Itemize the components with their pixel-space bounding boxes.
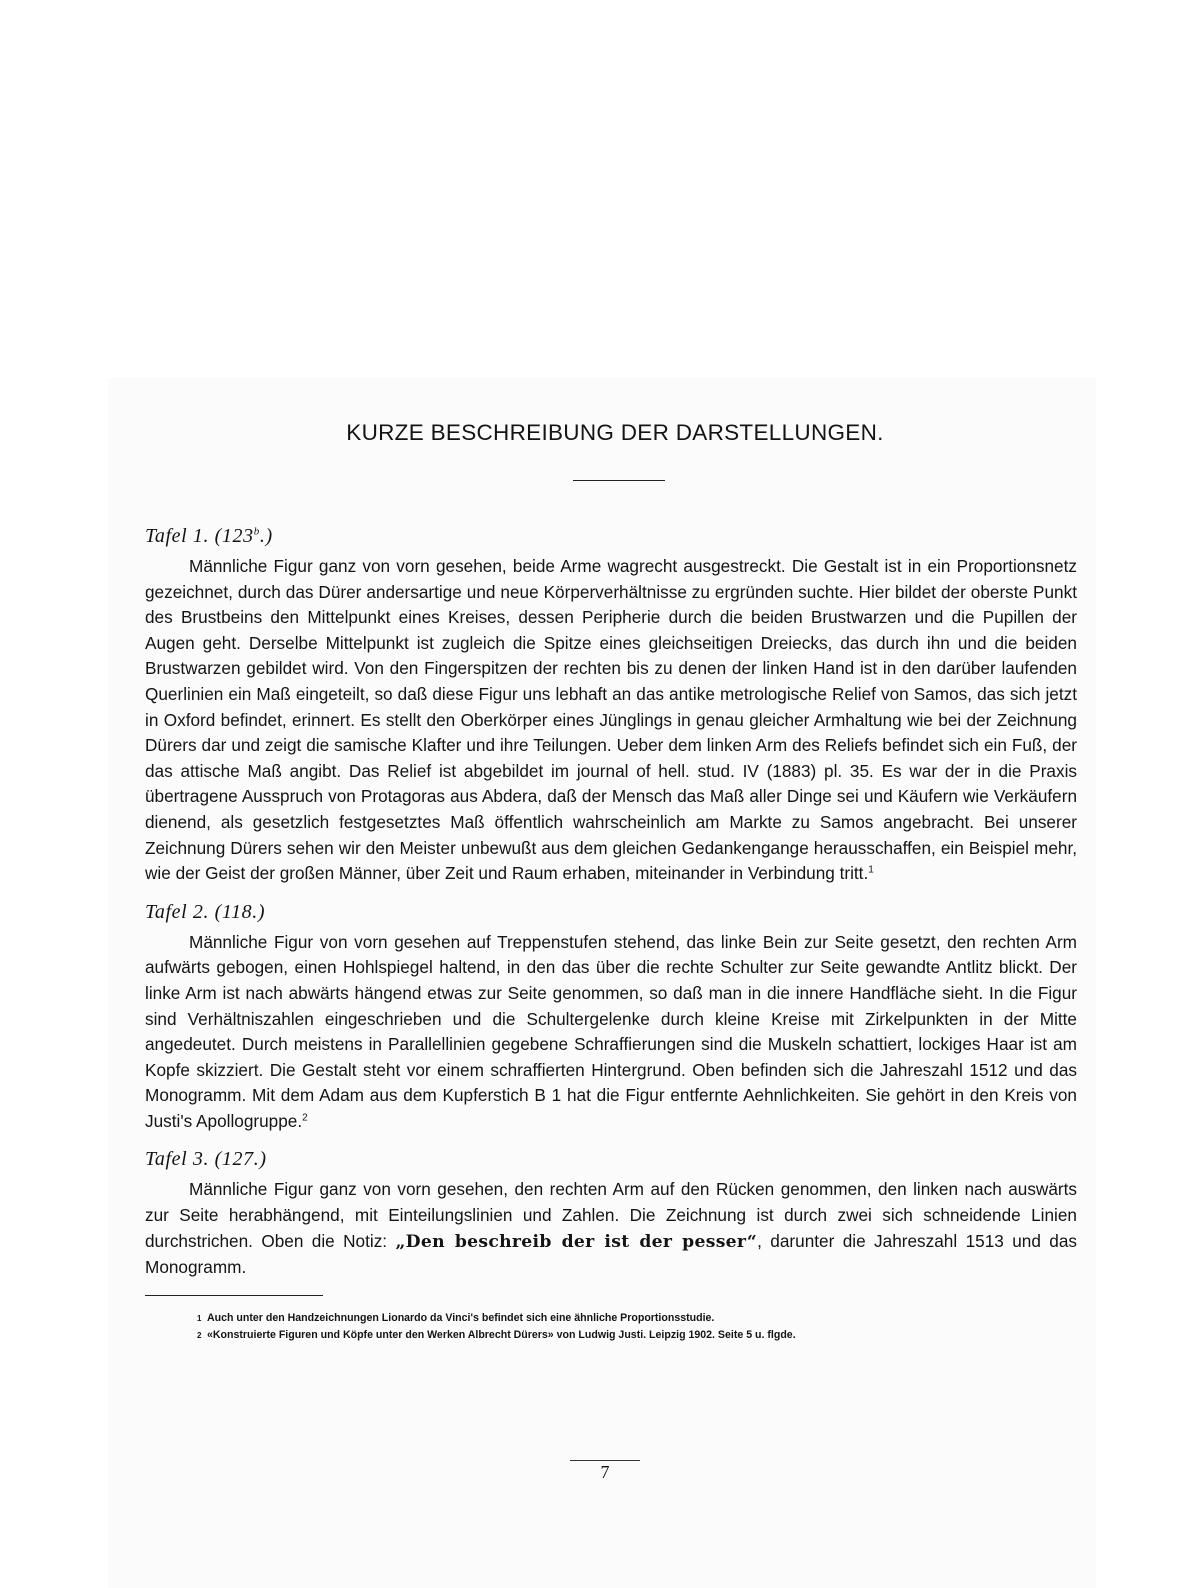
footnote-divider [145, 1295, 323, 1296]
tafel-3-heading: Tafel 3. (127.) [145, 1148, 267, 1171]
fraktur-note: „Den beschreib der ist der pesser“ [395, 1231, 758, 1252]
footnote-2: 2 «Konstruierte Figuren und Köpfe unter den Werken Albrecht Dürers» von Ludwig Justi. Leipzig 1902. Seite 5 u. flgde. [197, 1328, 796, 1341]
tafel-2-heading: Tafel 2. (118.) [145, 900, 266, 923]
page-number-divider [570, 1460, 640, 1461]
page-title: KURZE BESCHREIBUNG DER DARSTELLUNGEN. [346, 420, 884, 445]
footnote-1: 1 Auch unter den Handzeichnungen Lionardo da Vinci's befindet sich eine ähnliche Proportionsstudie. [197, 1311, 715, 1324]
tafel-1-description: Männliche Figur ganz von vorn gesehen, beide Arme wagrecht ausgestreckt. Die Gestalt ist in ein Proportionsnetz gezeichnet, durch das Dürer andersartige und neue Körperverhältnisse zu ergründen suchte. Hier bildet der oberste Punkt des Brustbeins den Mittelpunkt eines Kreises, dessen Peripherie durch die beiden Brustwarzen und die Pupillen der Augen geht. Derselbe Mittelpunkt ist zugleich die Spitze eines gleichseitigen Dreiecks, das durch ihn und die beiden Brustwarzen gebildet wird. Von den Fingerspitzen der rechten bis zu denen der linken Hand ist in den darüber laufenden Querlinien ein Maß eingeteilt, so daß diese Figur uns lebhaft an das antike metrologische Relief von Samos, das sich jetzt in Oxford befindet, erinnert. Es stellt den Oberkörper eines Jünglings in genau gleicher Armhaltung wie bei der Zeichnung Dürers dar und zeigt die samische Klafter und ihre Teilungen. Ueber dem linken Arm des Reliefs befindet sich ein Fuß, der das attische Maß angibt. Das Relief ist abgebildet im journal of hell. stud. IV (1883) pl. 35. Es war der in die Praxis übertragene Ausspruch von Protagoras aus Abdera, daß der Mensch das Maß aller Dinge sei und Käufern wie Verkäufern dienend, als gesetzlich festgesetztes Maß öffentlich wahrscheinlich am Markte zu Samos angebracht. Bei unserer Zeichnung Dürers sehen wir den Meister unbewußt aus dem gleichen Gedankengange herausschaffen, ein Beispiel mehr, wie der Geist der großen Männer, über Zeit und Raum erhaben, miteinander in Verbindung tritt.$^1$ [145, 556, 1077, 884]
tafel-1-heading: Tafel 1. (123$^b$.) [145, 525, 273, 547]
page-number: 7 [600, 1462, 610, 1482]
footnote-ref-1[interactable]: 1 [868, 864, 874, 876]
title-divider [573, 480, 665, 481]
tafel-2-description: Männliche Figur von vorn gesehen auf Treppenstufen stehend, das linke Bein zur Seite gesetzt, den rechten Arm aufwärts gebogen, einen Hohlspiegel haltend, in den das über die rechte Schulter zur Seite gewandte Antlitz blickt. Der linke Arm ist nach abwärts hängend etwas zur Seite genommen, so daß man in die innere Handfläche sieht. In die Figur sind Verhältniszahlen eingeschrieben und die Schultergelenke durch kleine Kreise mit Zirkelpunkten in der Mitte angedeutet. Durch meistens in Parallellinien gegebene Schraffierungen sind die Muskeln schattiert, lockiges Haar ist am Kopfe skizziert. Die Gestalt steht vor einem schraffierten Hintergrund. Oben befinden sich die Jahreszahl 1512 und das Monogramm. Mit dem Adam aus dem Kupferstich B 1 hat die Figur entfernte Aehnlichkeiten. Sie gehört in den Kreis von Justi's Apollogruppe.$^2$ [145, 931, 1077, 1131]
page-content [145, 420, 1077, 1344]
tafel-3-description: Männliche Figur ganz von vorn gesehen, den rechten Arm auf den Rücken genommen, den linken nach auswärts zur Seite herabhängend, mit Einteilungslinien und Zahlen. Die Zeichnung ist durch zwei sich schneidende Linien durchstrichen. Oben die Notiz: „Den beschreib der ist der pesser“, darunter die Jahreszahl 1513 und das Monogramm. [145, 1179, 1078, 1278]
footnotes [145, 1310, 1077, 1344]
footnote-ref-2[interactable]: 2 [302, 1112, 308, 1124]
